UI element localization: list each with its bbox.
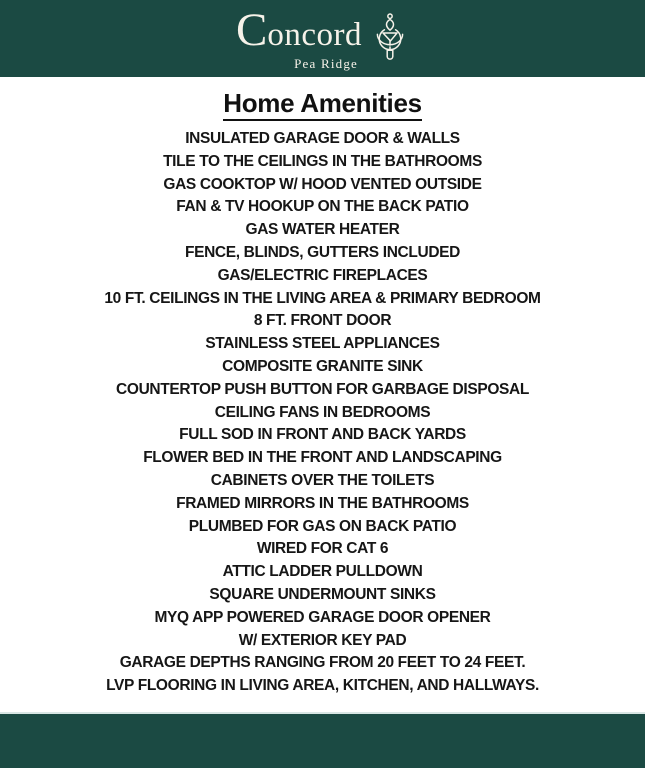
amenity-item: WIRED FOR CAT 6: [256, 540, 389, 558]
amenity-item: SQUARE UNDERMOUNT SINKS: [209, 585, 436, 603]
amenity-item: STAINLESS STEEL APPLIANCES: [205, 335, 440, 353]
door-knocker-icon: [371, 12, 409, 68]
amenity-item: ATTIC LADDER PULLDOWN: [222, 563, 423, 581]
amenity-item: FENCE, BLINDS, GUTTERS INCLUDED: [184, 243, 461, 261]
amenity-item: LVP FLOORING IN LIVING AREA, KITCHEN, AND HALLWAYS.: [106, 677, 539, 695]
amenity-item: W/ EXTERIOR KEY PAD: [238, 631, 407, 649]
amenities-list: [0, 128, 645, 698]
brand-logo: [236, 3, 409, 72]
brand-wordmark: [236, 3, 362, 72]
brand-location: Pea Ridge: [294, 55, 358, 71]
amenity-item: COMPOSITE GRANITE SINK: [222, 357, 423, 375]
amenity-item: 10 FT. CEILINGS IN THE LIVING AREA & PRIMARY BEDROOM: [104, 289, 541, 307]
page-title: Home Amenities: [223, 88, 422, 121]
brand-name-rest: oncord: [267, 16, 362, 53]
amenity-item: FULL SOD IN FRONT AND BACK YARDS: [179, 426, 466, 444]
amenity-item: TILE TO THE CEILINGS IN THE BATHROOMS: [163, 152, 482, 170]
amenity-item: FRAMED MIRRORS IN THE BATHROOMS: [176, 494, 469, 512]
amenity-item: FAN & TV HOOKUP ON THE BACK PATIO: [176, 198, 469, 216]
amenity-item: 8 FT. FRONT DOOR: [253, 312, 392, 330]
amenity-item: GAS/ELECTRIC FIREPLACES: [217, 266, 428, 284]
amenity-item: CEILING FANS IN BEDROOMS: [214, 403, 431, 421]
brand-name: [236, 3, 362, 63]
amenity-item: GAS COOKTOP W/ HOOD VENTED OUTSIDE: [163, 175, 482, 193]
amenity-item: CABINETS OVER THE TOILETS: [210, 471, 435, 489]
amenity-item: INSULATED GARAGE DOOR & WALLS: [185, 130, 460, 147]
amenity-item: MYQ APP POWERED GARAGE DOOR OPENER: [154, 608, 491, 626]
amenity-item: PLUMBED FOR GAS ON BACK PATIO: [188, 517, 457, 535]
amenity-item: GAS WATER HEATER: [245, 221, 400, 239]
amenity-item: FLOWER BED IN THE FRONT AND LANDSCAPING: [143, 449, 502, 467]
amenity-item: COUNTERTOP PUSH BUTTON FOR GARBAGE DISPOSAL: [116, 380, 529, 398]
amenity-item: GARAGE DEPTHS RANGING FROM 20 FEET TO 24 FEET.: [119, 654, 526, 672]
header-banner: [0, 0, 645, 77]
brand-initial: C: [236, 3, 268, 56]
footer-banner: [0, 712, 645, 768]
main-content: [0, 77, 645, 712]
